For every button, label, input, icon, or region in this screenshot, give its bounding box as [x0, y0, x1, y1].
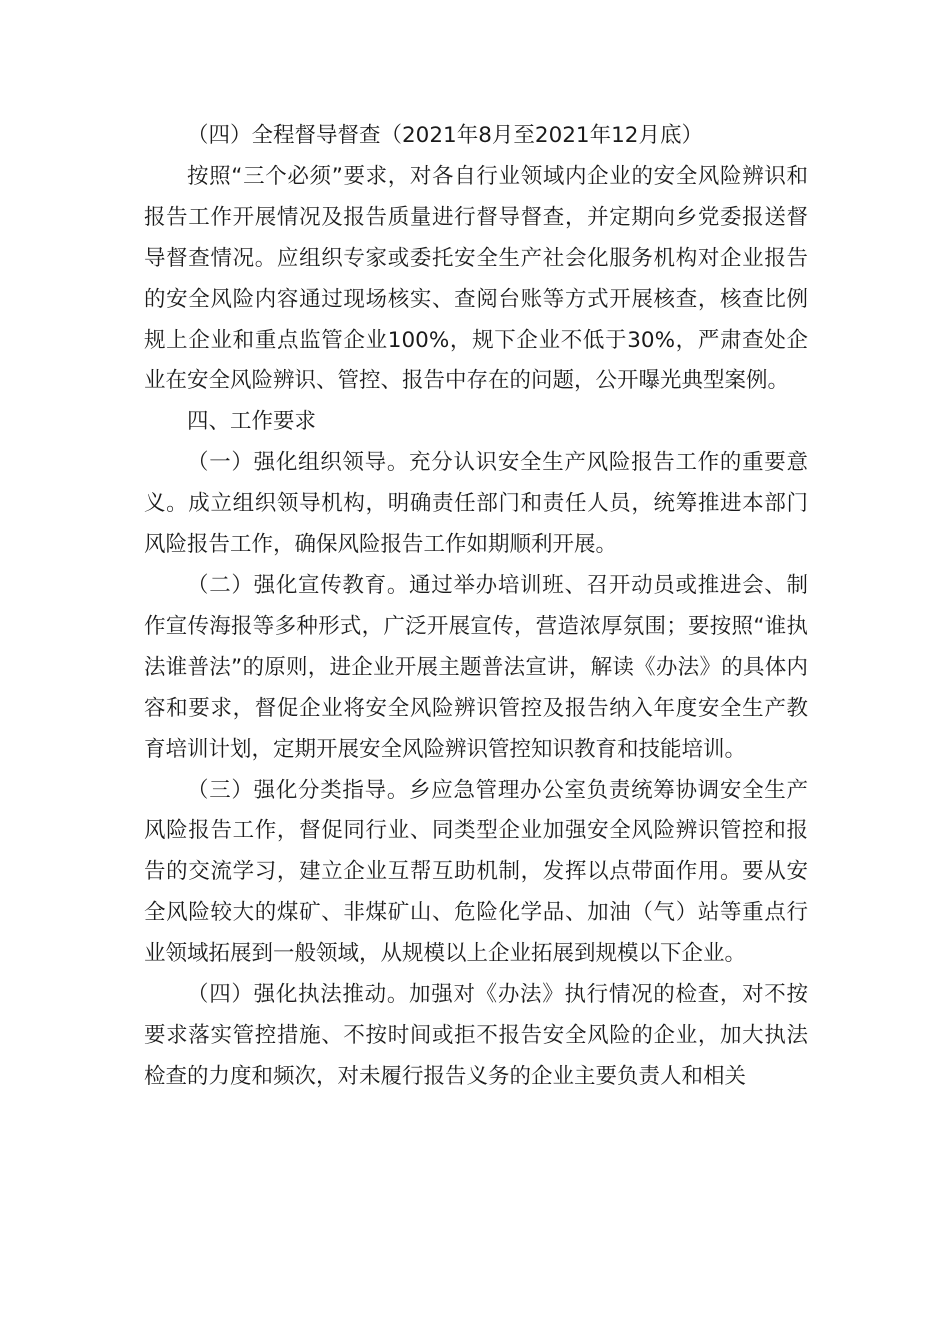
document-page	[144, 116, 808, 1098]
paragraph-oversight-body: 按照“三个必须”要求，对各自行业领域内企业的安全风险辨识和报告工作开展情况及报告质量进行督导督查，并定期向乡党委报送督导督查情况。应组织专家或委托安全生产社会化服务机构对企业报告的安全风险内容通过现场核实、查阅台账等方式开展核查，核查比例规上企业和重点监管企业100%，规下企业不低于30%，严肃查处企业在安全风险辨识、管控、报告中存在的问题，公开曝光典型案例。	[144, 163, 808, 394]
paragraph-enforcement: （四）强化执法推动。加强对《办法》执行情况的检查，对不按要求落实管控措施、不按时间或拒不报告安全风险的企业，加大执法检查的力度和频次，对未履行报告义务的企业主要负责人和相关	[144, 982, 808, 1089]
section-heading-requirements: 四、工作要求	[187, 409, 317, 435]
paragraph-guidance: （三）强化分类指导。乡应急管理办公室负责统筹协调安全生产风险报告工作，督促同行业、同类型企业加强安全风险辨识管控和报告的交流学习，建立企业互帮互助机制，发挥以点带面作用。要从安全风险较大的煤矿、非煤矿山、危险化学品、加油（气）站等重点行业领域拓展到一般领域，从规模以上企业拓展到规模以下企业。	[144, 777, 808, 967]
paragraph-publicity: （二）强化宣传教育。通过举办培训班、召开动员或推进会、制作宣传海报等多种形式，广泛开展宣传，营造浓厚氛围；要按照“谁执法谁普法”的原则，进企业开展主题普法宣讲，解读《办法》的具体内容和要求，督促企业将安全风险辨识管控及报告纳入年度安全生产教育培训计划，定期开展安全风险辨识管控知识教育和技能培训。	[144, 572, 808, 762]
paragraph-organization: （一）强化组织领导。充分认识安全生产风险报告工作的重要意义。成立组织领导机构，明确责任部门和责任人员，统筹推进本部门风险报告工作，确保风险报告工作如期顺利开展。	[144, 450, 808, 558]
paragraph-oversight-heading: （四）全程督导督查（2021年8月至2021年12月底）	[187, 123, 703, 148]
